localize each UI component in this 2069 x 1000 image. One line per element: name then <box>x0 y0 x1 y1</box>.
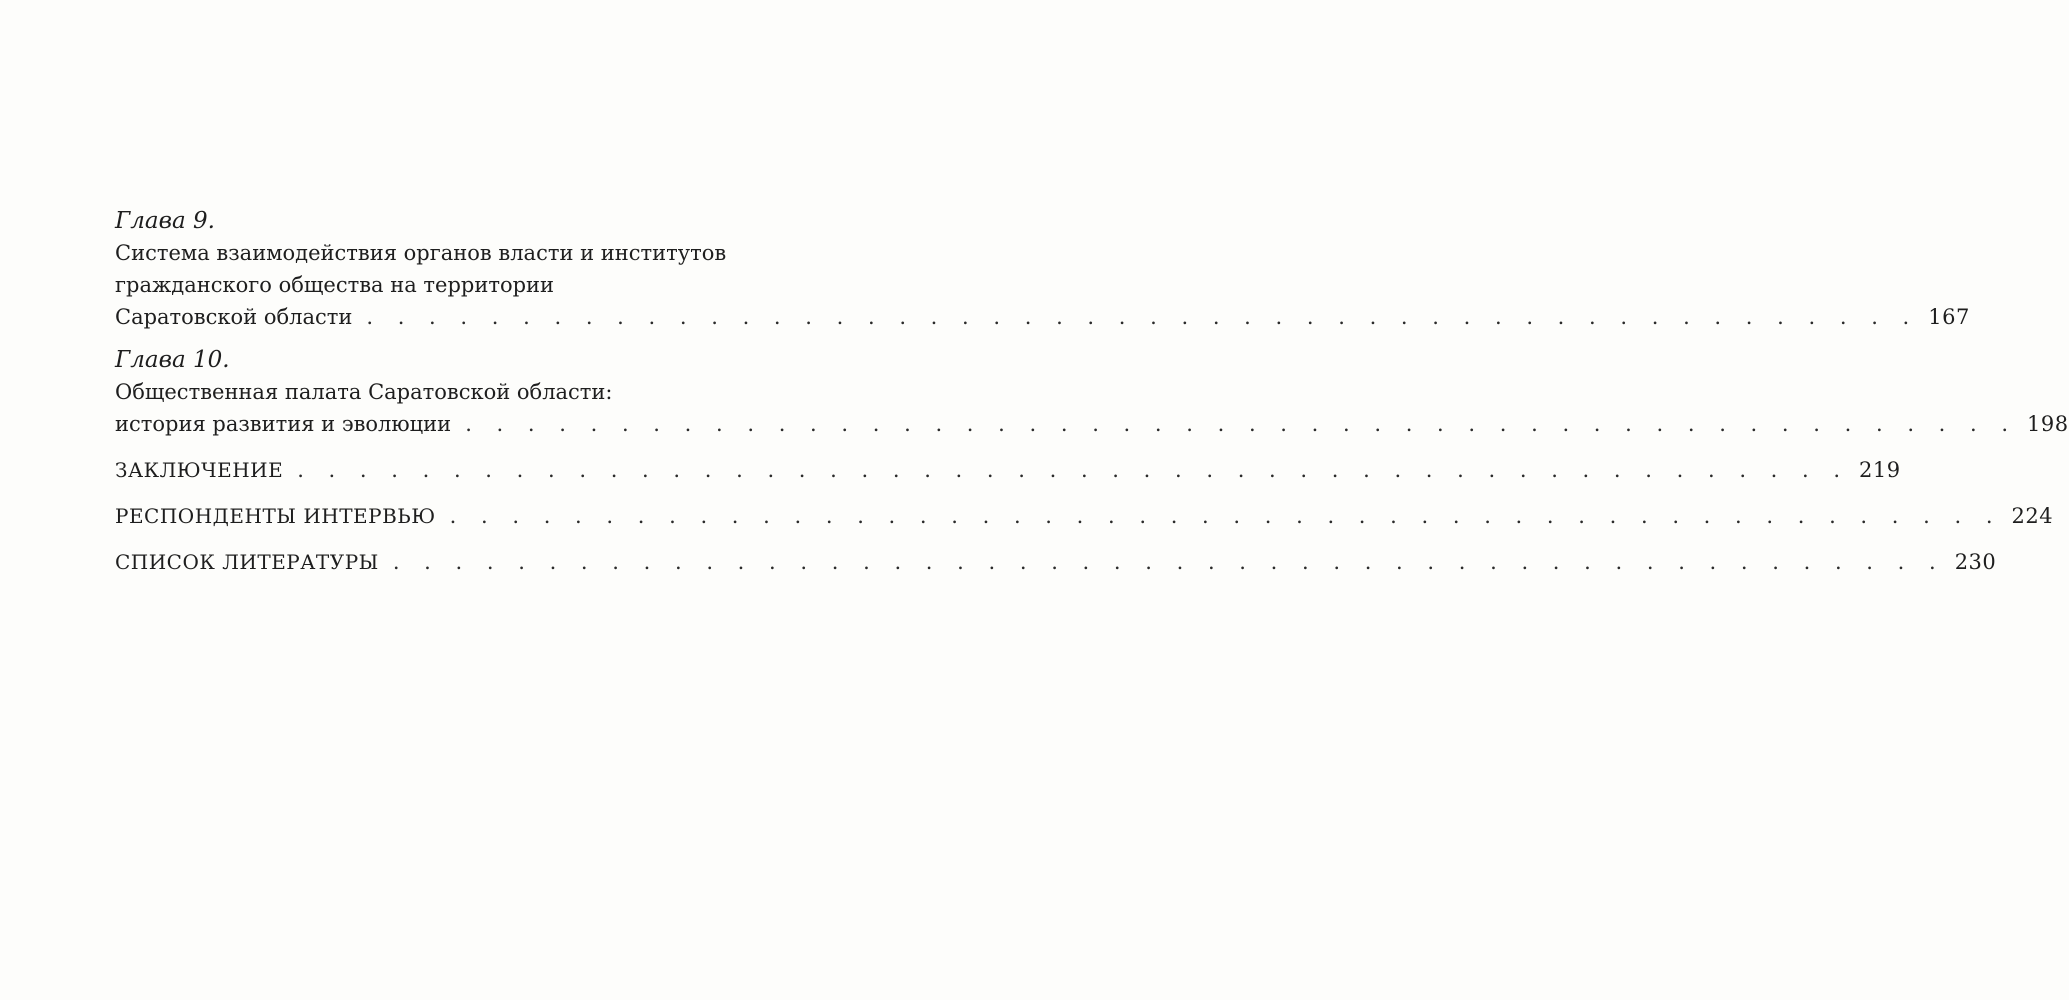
toc-leader-line <box>115 301 1970 333</box>
dot-leader: . . . . . . . . . . . . . . . . . . . . . . . . . . . . . . . . . . . . . . . . . . . . . . . . . . <box>449 504 2002 528</box>
dot-leader: . . . . . . . . . . . . . . . . . . . . . . . . . . . . . . . . . . . . . . . . . . . . . . . . . . <box>465 412 2018 436</box>
chapter-label: Глава 9. <box>115 208 215 234</box>
chapter-title-line: Общественная палата Саратовской области: <box>115 380 613 404</box>
section-title: РЕСПОНДЕНТЫ ИНТЕРВЬЮ <box>115 504 436 528</box>
page-number: 167 <box>1928 305 1970 329</box>
chapter-title-line: гражданского общества на территории <box>115 273 555 297</box>
dot-leader: . . . . . . . . . . . . . . . . . . . . . . . . . . . . . . . . . . . . . . . . . . . . . . . . . . <box>392 550 1945 574</box>
toc-leader-line <box>115 454 1901 486</box>
page-number: 224 <box>2011 504 2054 528</box>
toc-entry-respondents <box>115 500 2054 532</box>
table-of-contents <box>115 205 2069 578</box>
page-number: 219 <box>1859 458 1901 482</box>
toc-leader-line <box>115 408 2069 440</box>
section-title: ЗАКЛЮЧЕНИЕ <box>115 458 284 482</box>
page-number: 198 <box>2027 412 2069 436</box>
toc-entry-conclusion <box>115 454 1901 486</box>
dot-leader: . . . . . . . . . . . . . . . . . . . . . . . . . . . . . . . . . . . . . . . . . . . . . . . . . . <box>297 458 1850 482</box>
toc-leader-line <box>115 546 1997 578</box>
chapter-title-line: Саратовской области <box>115 305 353 329</box>
toc-entry-bibliography <box>115 546 1997 578</box>
chapter-label: Глава 10. <box>115 347 230 373</box>
chapter-title-line: Система взаимодействия органов власти и институтов <box>115 241 727 265</box>
section-title: СПИСОК ЛИТЕРАТУРЫ <box>115 550 379 574</box>
toc-entry-chapter-9 <box>115 205 1970 333</box>
toc-leader-line <box>115 500 2054 532</box>
dot-leader: . . . . . . . . . . . . . . . . . . . . . . . . . . . . . . . . . . . . . . . . . . . . . . . . . . <box>366 305 1919 329</box>
toc-entry-chapter-10 <box>115 344 2069 440</box>
chapter-title-line: история развития и эволюции <box>115 412 452 436</box>
page-number: 230 <box>1954 550 1997 574</box>
